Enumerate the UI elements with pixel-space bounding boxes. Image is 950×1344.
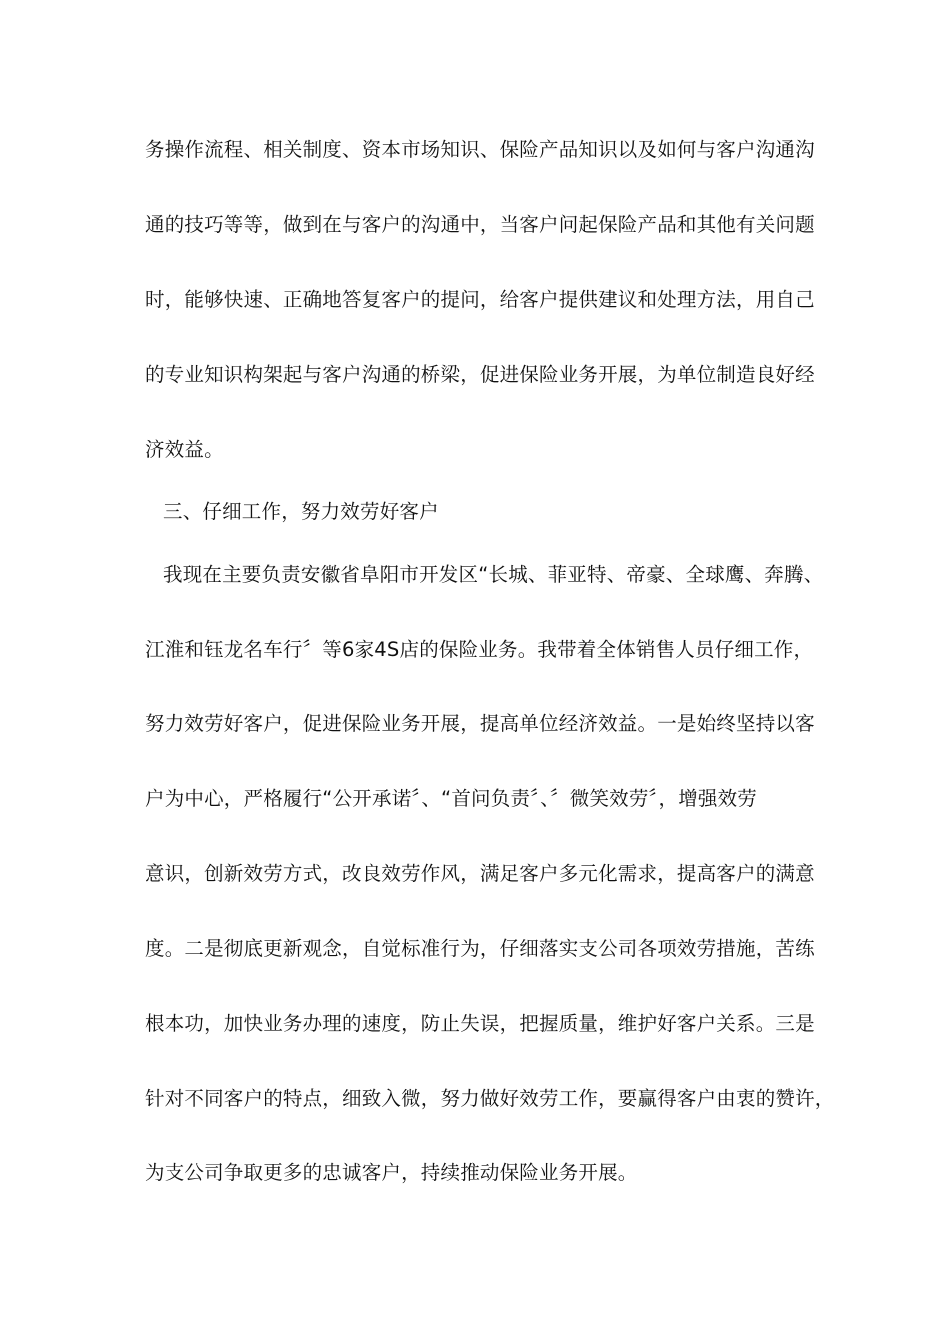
- paragraph-line: 意识，创新效劳方式，改良效劳作风，满足客户多元化需求，提高客户的满意: [145, 862, 815, 885]
- paragraph-line: 的专业知识构架起与客户沟通的桥梁，促进保险业务开展，为单位制造良好经: [145, 363, 815, 386]
- paragraph-line: 度。二是彻底更新观念，自觉标准行为，仔细落实支公司各项效劳措施，苦练: [145, 937, 815, 960]
- paragraph-line: 针对不同客户的特点，细致入微，努力做好效劳工作，要赢得客户由衷的赞许，: [145, 1087, 835, 1110]
- paragraph-line: 时，能够快速、正确地答复客户的提问，给客户提供建议和处理方法，用自己: [145, 288, 815, 311]
- paragraph-line: 江淮和钰龙名车行〞等6家4S店的保险业务。我带着全体销售人员仔细工作，: [145, 638, 814, 661]
- paragraph-line: 济效益。: [145, 438, 224, 461]
- paragraph-line: 务操作流程、相关制度、资本市场知识、保险产品知识以及如何与客户沟通沟: [145, 138, 815, 161]
- paragraph-line: 根本功，加快业务办理的速度，防止失误，把握质量，维护好客户关系。三是: [145, 1012, 815, 1035]
- paragraph-line: 户为中心，严格履行“公开承诺〞、“首问负责〞、〞微笑效劳〞，增强效劳: [145, 787, 758, 810]
- paragraph-line: 努力效劳好客户，促进保险业务开展，提高单位经济效益。一是始终坚持以客: [145, 712, 815, 735]
- paragraph-line: 通的技巧等等，做到在与客户的沟通中，当客户问起保险产品和其他有关问题: [145, 213, 815, 236]
- section-heading: 三、仔细工作，努力效劳好客户: [163, 500, 439, 523]
- paragraph-line: 我现在主要负责安徽省阜阳市开发区“长城、菲亚特、帝豪、全球鹰、奔腾、: [163, 563, 824, 586]
- paragraph-line: 为支公司争取更多的忠诚客户，持续推动保险业务开展。: [145, 1161, 638, 1184]
